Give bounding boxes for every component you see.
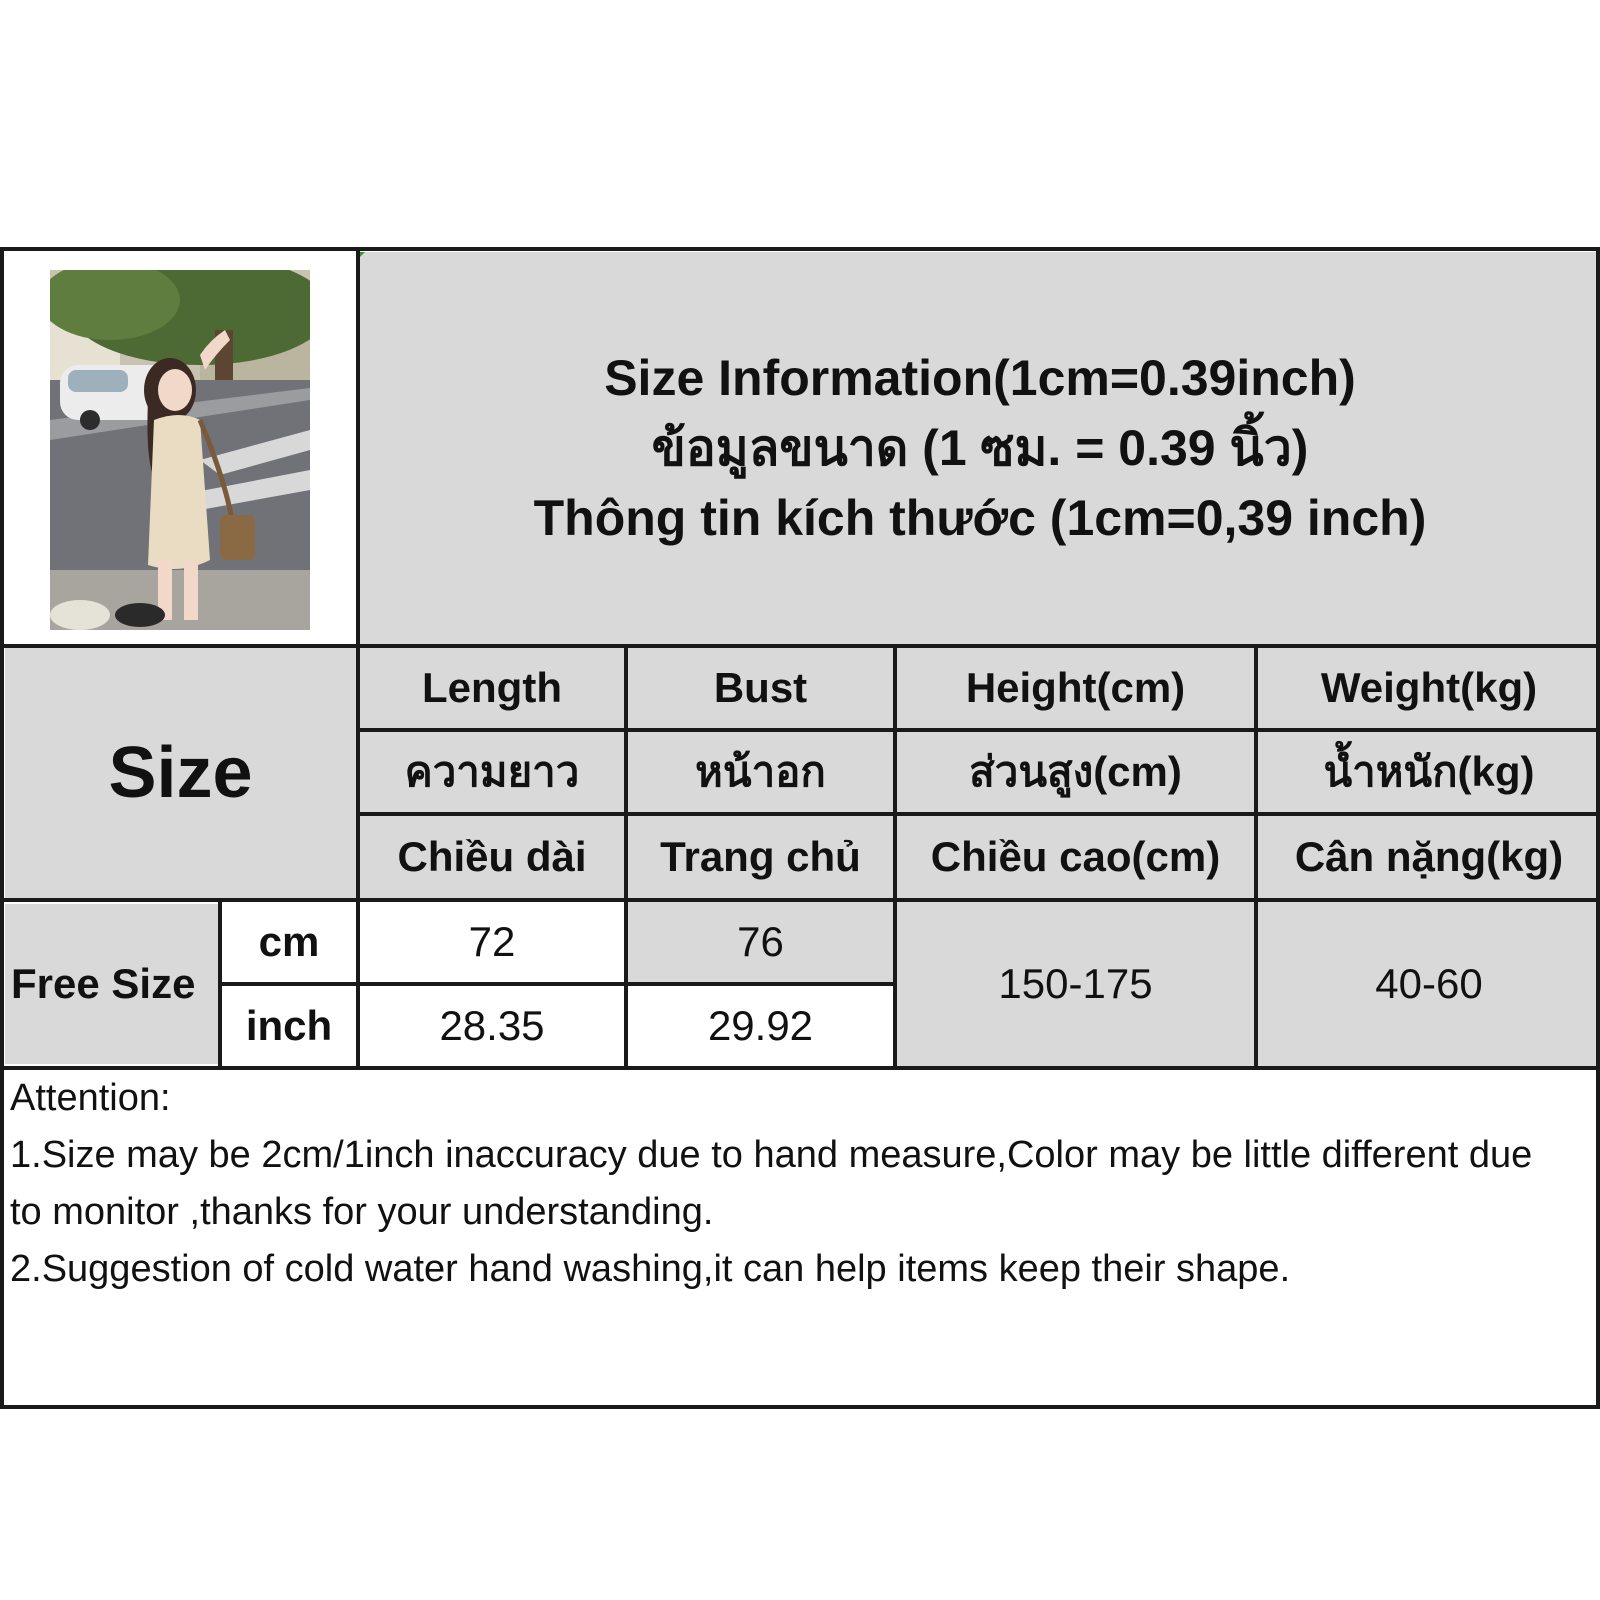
street-photo-illustration: [50, 270, 310, 630]
free-size-label: Free Size: [5, 904, 218, 1064]
header-length-th: ความยาว: [360, 732, 624, 812]
unit-inch: inch: [222, 986, 356, 1066]
title-english: Size Information(1cm=0.39inch): [604, 350, 1356, 406]
attention-note-2: 2.Suggestion of cold water hand washing,it can help items keep their shape.: [10, 1248, 1291, 1290]
divider-cm-inch: [218, 982, 893, 986]
header-length-vi: Chiều dài: [360, 816, 624, 898]
divider-col-unit: [218, 898, 222, 1070]
divider-header-2: [356, 812, 1600, 816]
bust-inch-value: 29.92: [628, 986, 893, 1066]
header-weight-vi: Cân nặng(kg): [1258, 816, 1600, 898]
header-weight-th: น้ำหนัก(kg): [1258, 732, 1600, 812]
header-height-th: ส่วนสูง(cm): [897, 732, 1254, 812]
table-border-top: [0, 247, 1600, 251]
attention-heading: Attention:: [10, 1077, 171, 1119]
header-height-en: Height(cm): [897, 648, 1254, 728]
title-vietnamese: Thông tin kích thước (1cm=0,39 inch): [533, 490, 1427, 546]
table-border-left: [0, 247, 4, 1409]
divider-col-height: [1254, 644, 1258, 1070]
table-border-bottom: [0, 1405, 1600, 1409]
header-bust-en: Bust: [628, 648, 893, 728]
attention-notes: [10, 1070, 1570, 1400]
table-border-right: [1596, 247, 1600, 1409]
product-photo: [50, 270, 310, 630]
divider-header-bottom: [0, 898, 1600, 902]
divider-col-length: [624, 644, 628, 1070]
unit-cm: cm: [222, 902, 356, 982]
header-height-vi: Chiều cao(cm): [897, 816, 1254, 898]
header-bust-vi: Trang chủ: [628, 816, 893, 898]
height-range-value: 150-175: [897, 902, 1254, 1066]
divider-col-photo: [356, 247, 360, 1070]
divider-table-bottom: [0, 1066, 1600, 1070]
length-inch-value: 28.35: [360, 986, 624, 1066]
title-thai: ข้อมูลขนาด (1 ซม. = 0.39 นิ้ว): [651, 420, 1309, 476]
size-label-cell: [5, 648, 356, 898]
divider-col-bust: [893, 644, 897, 1070]
title-cell: [360, 252, 1600, 644]
attention-note-1: 1.Size may be 2cm/1inch inaccuracy due to hand measure,Color may be little different due to monitor ,thanks for your understanding.: [10, 1134, 1533, 1233]
header-length-en: Length: [360, 648, 624, 728]
weight-range-value: 40-60: [1258, 902, 1600, 1066]
divider-header-1: [356, 728, 1600, 732]
product-photo-cell: [5, 252, 356, 644]
size-label: Size: [108, 733, 253, 813]
length-cm-value: 72: [360, 902, 624, 982]
bust-cm-value: 76: [628, 902, 893, 982]
header-weight-en: Weight(kg): [1258, 648, 1600, 728]
divider-title-bottom: [0, 644, 1600, 648]
header-bust-th: หน้าอก: [628, 732, 893, 812]
